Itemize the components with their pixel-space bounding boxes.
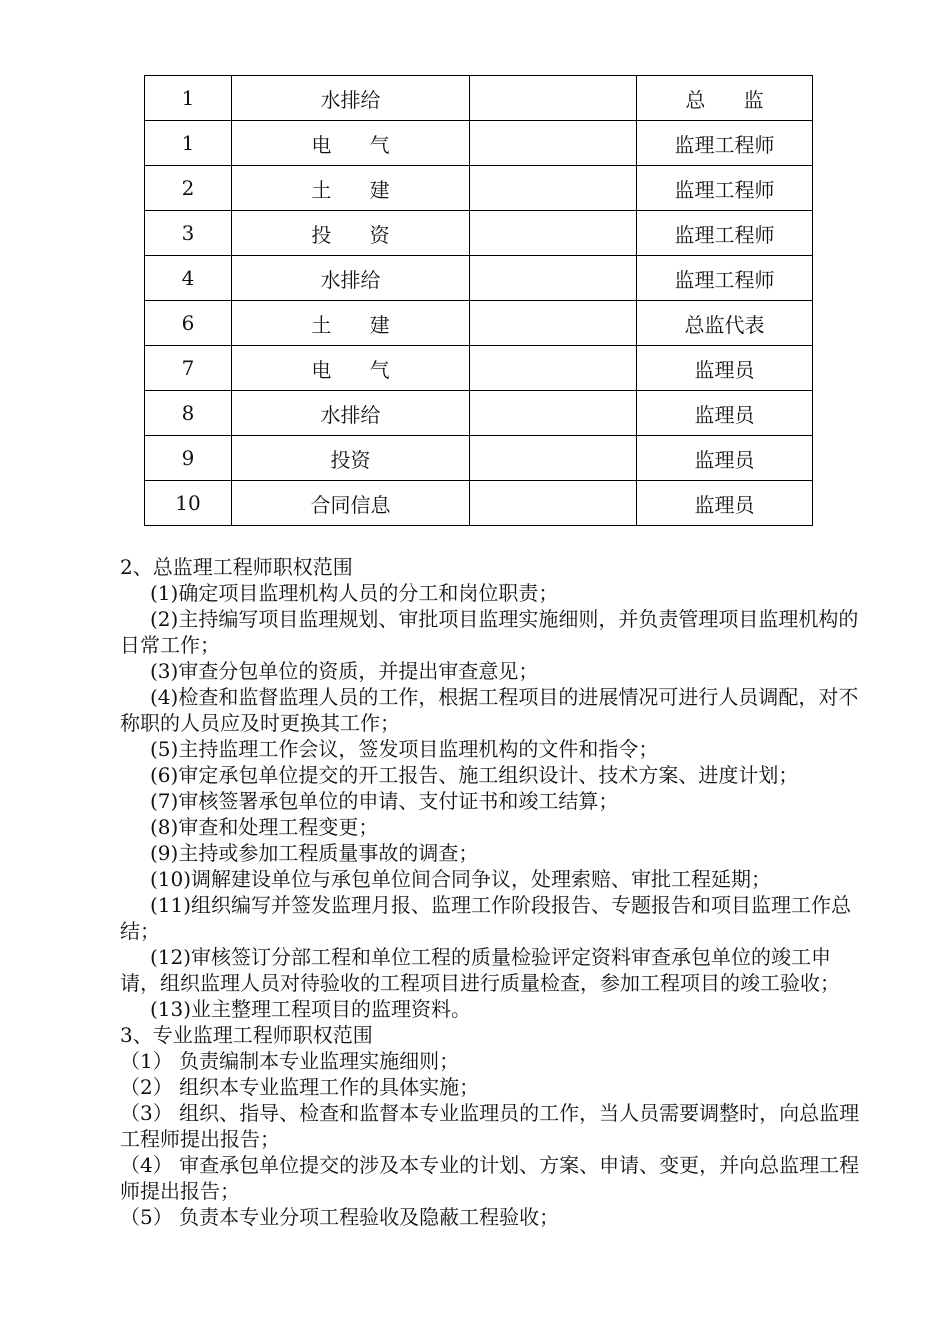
- list-item: (12)审核签订分部工程和单位工程的质量检验评定资料审查承包单位的竣工申请，组织监理人员对待验收的工程项目进行质量检查，参加工程项目的竣工验收；: [120, 945, 840, 995]
- role-text: 监理员: [694, 492, 755, 517]
- role-text: 总监代表: [684, 312, 765, 337]
- list-item: (10)调解建设单位与承包单位间合同争议，处理索赔、审批工程延期；: [150, 867, 772, 891]
- table-row: [145, 436, 813, 481]
- section-heading: 3、专业监理工程师职权范围: [120, 1023, 373, 1047]
- list-item: （5） 负责本专业分项工程验收及隐蔽工程验收；: [120, 1205, 560, 1229]
- role-text: 总 监: [685, 87, 780, 112]
- specialty-text: 合同信息: [310, 492, 391, 517]
- list-item: (7)审核签署承包单位的申请、支付证书和竣工结算；: [150, 789, 619, 813]
- staff-table: [144, 75, 813, 526]
- role-cell: [637, 301, 813, 346]
- role-cell: [637, 211, 813, 256]
- section-heading: 2、总监理工程师职权范围: [120, 555, 353, 579]
- specialty-cell: [232, 436, 470, 481]
- specialty-cell: [232, 166, 470, 211]
- empty-cell: [470, 391, 637, 436]
- role-text: 监理员: [694, 402, 755, 427]
- list-item: (8)审查和处理工程变更；: [150, 815, 379, 839]
- specialty-text: 电 气: [311, 132, 406, 157]
- empty-cell: [470, 211, 637, 256]
- document-body: [120, 554, 860, 1230]
- list-item: (5)主持监理工作会议，签发项目监理机构的文件和指令；: [150, 737, 659, 761]
- specialty-text: 投 资: [311, 222, 406, 247]
- row-number-cell: 2: [145, 166, 232, 211]
- empty-cell: [470, 256, 637, 301]
- role-cell: [637, 436, 813, 481]
- empty-cell: [470, 436, 637, 481]
- table-row: [145, 211, 813, 256]
- table-row: [145, 76, 813, 121]
- empty-cell: [470, 301, 637, 346]
- specialty-text: 土 建: [311, 312, 406, 337]
- role-text: 监理工程师: [674, 267, 775, 292]
- empty-cell: [470, 481, 637, 526]
- specialty-cell: [232, 391, 470, 436]
- empty-cell: [470, 346, 637, 391]
- row-number-cell: 1: [145, 76, 232, 121]
- empty-cell: [470, 76, 637, 121]
- role-cell: [637, 346, 813, 391]
- table-row: [145, 256, 813, 301]
- specialty-cell: [232, 211, 470, 256]
- role-cell: [637, 256, 813, 301]
- specialty-text: 电 气: [311, 357, 406, 382]
- list-item: (2)主持编写项目监理规划、审批项目监理实施细则，并负责管理项目监理机构的日常工作；: [120, 607, 859, 657]
- list-item: (9)主持或参加工程质量事故的调查；: [150, 841, 479, 865]
- table-row: [145, 121, 813, 166]
- row-number-cell: 1: [145, 121, 232, 166]
- row-number-cell: 7: [145, 346, 232, 391]
- specialty-text: 水排给: [320, 87, 381, 112]
- role-cell: [637, 76, 813, 121]
- role-cell: [637, 391, 813, 436]
- role-text: 监理员: [694, 357, 755, 382]
- table-row: [145, 166, 813, 211]
- staff-table-body: [145, 76, 813, 526]
- list-item: （4） 审查承包单位提交的涉及本专业的计划、方案、申请、变更，并向总监理工程师提出报告；: [120, 1153, 860, 1203]
- table-row: [145, 481, 813, 526]
- row-number-cell: 3: [145, 211, 232, 256]
- specialty-text: 投资: [330, 447, 371, 472]
- list-item: （1） 负责编制本专业监理实施细则；: [120, 1049, 460, 1073]
- row-number-cell: 6: [145, 301, 232, 346]
- list-item: (3)审查分包单位的资质，并提出审查意见；: [150, 659, 539, 683]
- specialty-cell: [232, 301, 470, 346]
- role-text: 监理工程师: [674, 222, 775, 247]
- specialty-cell: [232, 481, 470, 526]
- role-text: 监理员: [694, 447, 755, 472]
- table-row: [145, 346, 813, 391]
- list-item: (6)审定承包单位提交的开工报告、施工组织设计、技术方案、进度计划；: [150, 763, 799, 787]
- row-number-cell: 4: [145, 256, 232, 301]
- role-text: 监理工程师: [674, 177, 775, 202]
- specialty-cell: [232, 256, 470, 301]
- list-item: （2） 组织本专业监理工作的具体实施；: [120, 1075, 480, 1099]
- specialty-cell: [232, 121, 470, 166]
- specialty-cell: [232, 76, 470, 121]
- row-number-cell: 8: [145, 391, 232, 436]
- list-item: (13)业主整理工程项目的监理资料。: [150, 997, 472, 1021]
- table-row: [145, 391, 813, 436]
- row-number-cell: 10: [145, 481, 232, 526]
- list-item: (11)组织编写并签发监理月报、监理工作阶段报告、专题报告和项目监理工作总结；: [120, 893, 852, 943]
- role-text: 监理工程师: [674, 132, 775, 157]
- list-item: (1)确定项目监理机构人员的分工和岗位职责；: [150, 581, 559, 605]
- specialty-text: 土 建: [311, 177, 406, 202]
- empty-cell: [470, 121, 637, 166]
- list-item: （3） 组织、指导、检查和监督本专业监理员的工作，当人员需要调整时，向总监理工程师提出报告；: [120, 1101, 860, 1151]
- row-number-cell: 9: [145, 436, 232, 481]
- role-cell: [637, 121, 813, 166]
- list-item: (4)检查和监督监理人员的工作，根据工程项目的进展情况可进行人员调配，对不称职的人员应及时更换其工作；: [120, 685, 859, 735]
- specialty-text: 水排给: [320, 402, 381, 427]
- specialty-text: 水排给: [320, 267, 381, 292]
- table-row: [145, 301, 813, 346]
- specialty-cell: [232, 346, 470, 391]
- empty-cell: [470, 166, 637, 211]
- role-cell: [637, 481, 813, 526]
- role-cell: [637, 166, 813, 211]
